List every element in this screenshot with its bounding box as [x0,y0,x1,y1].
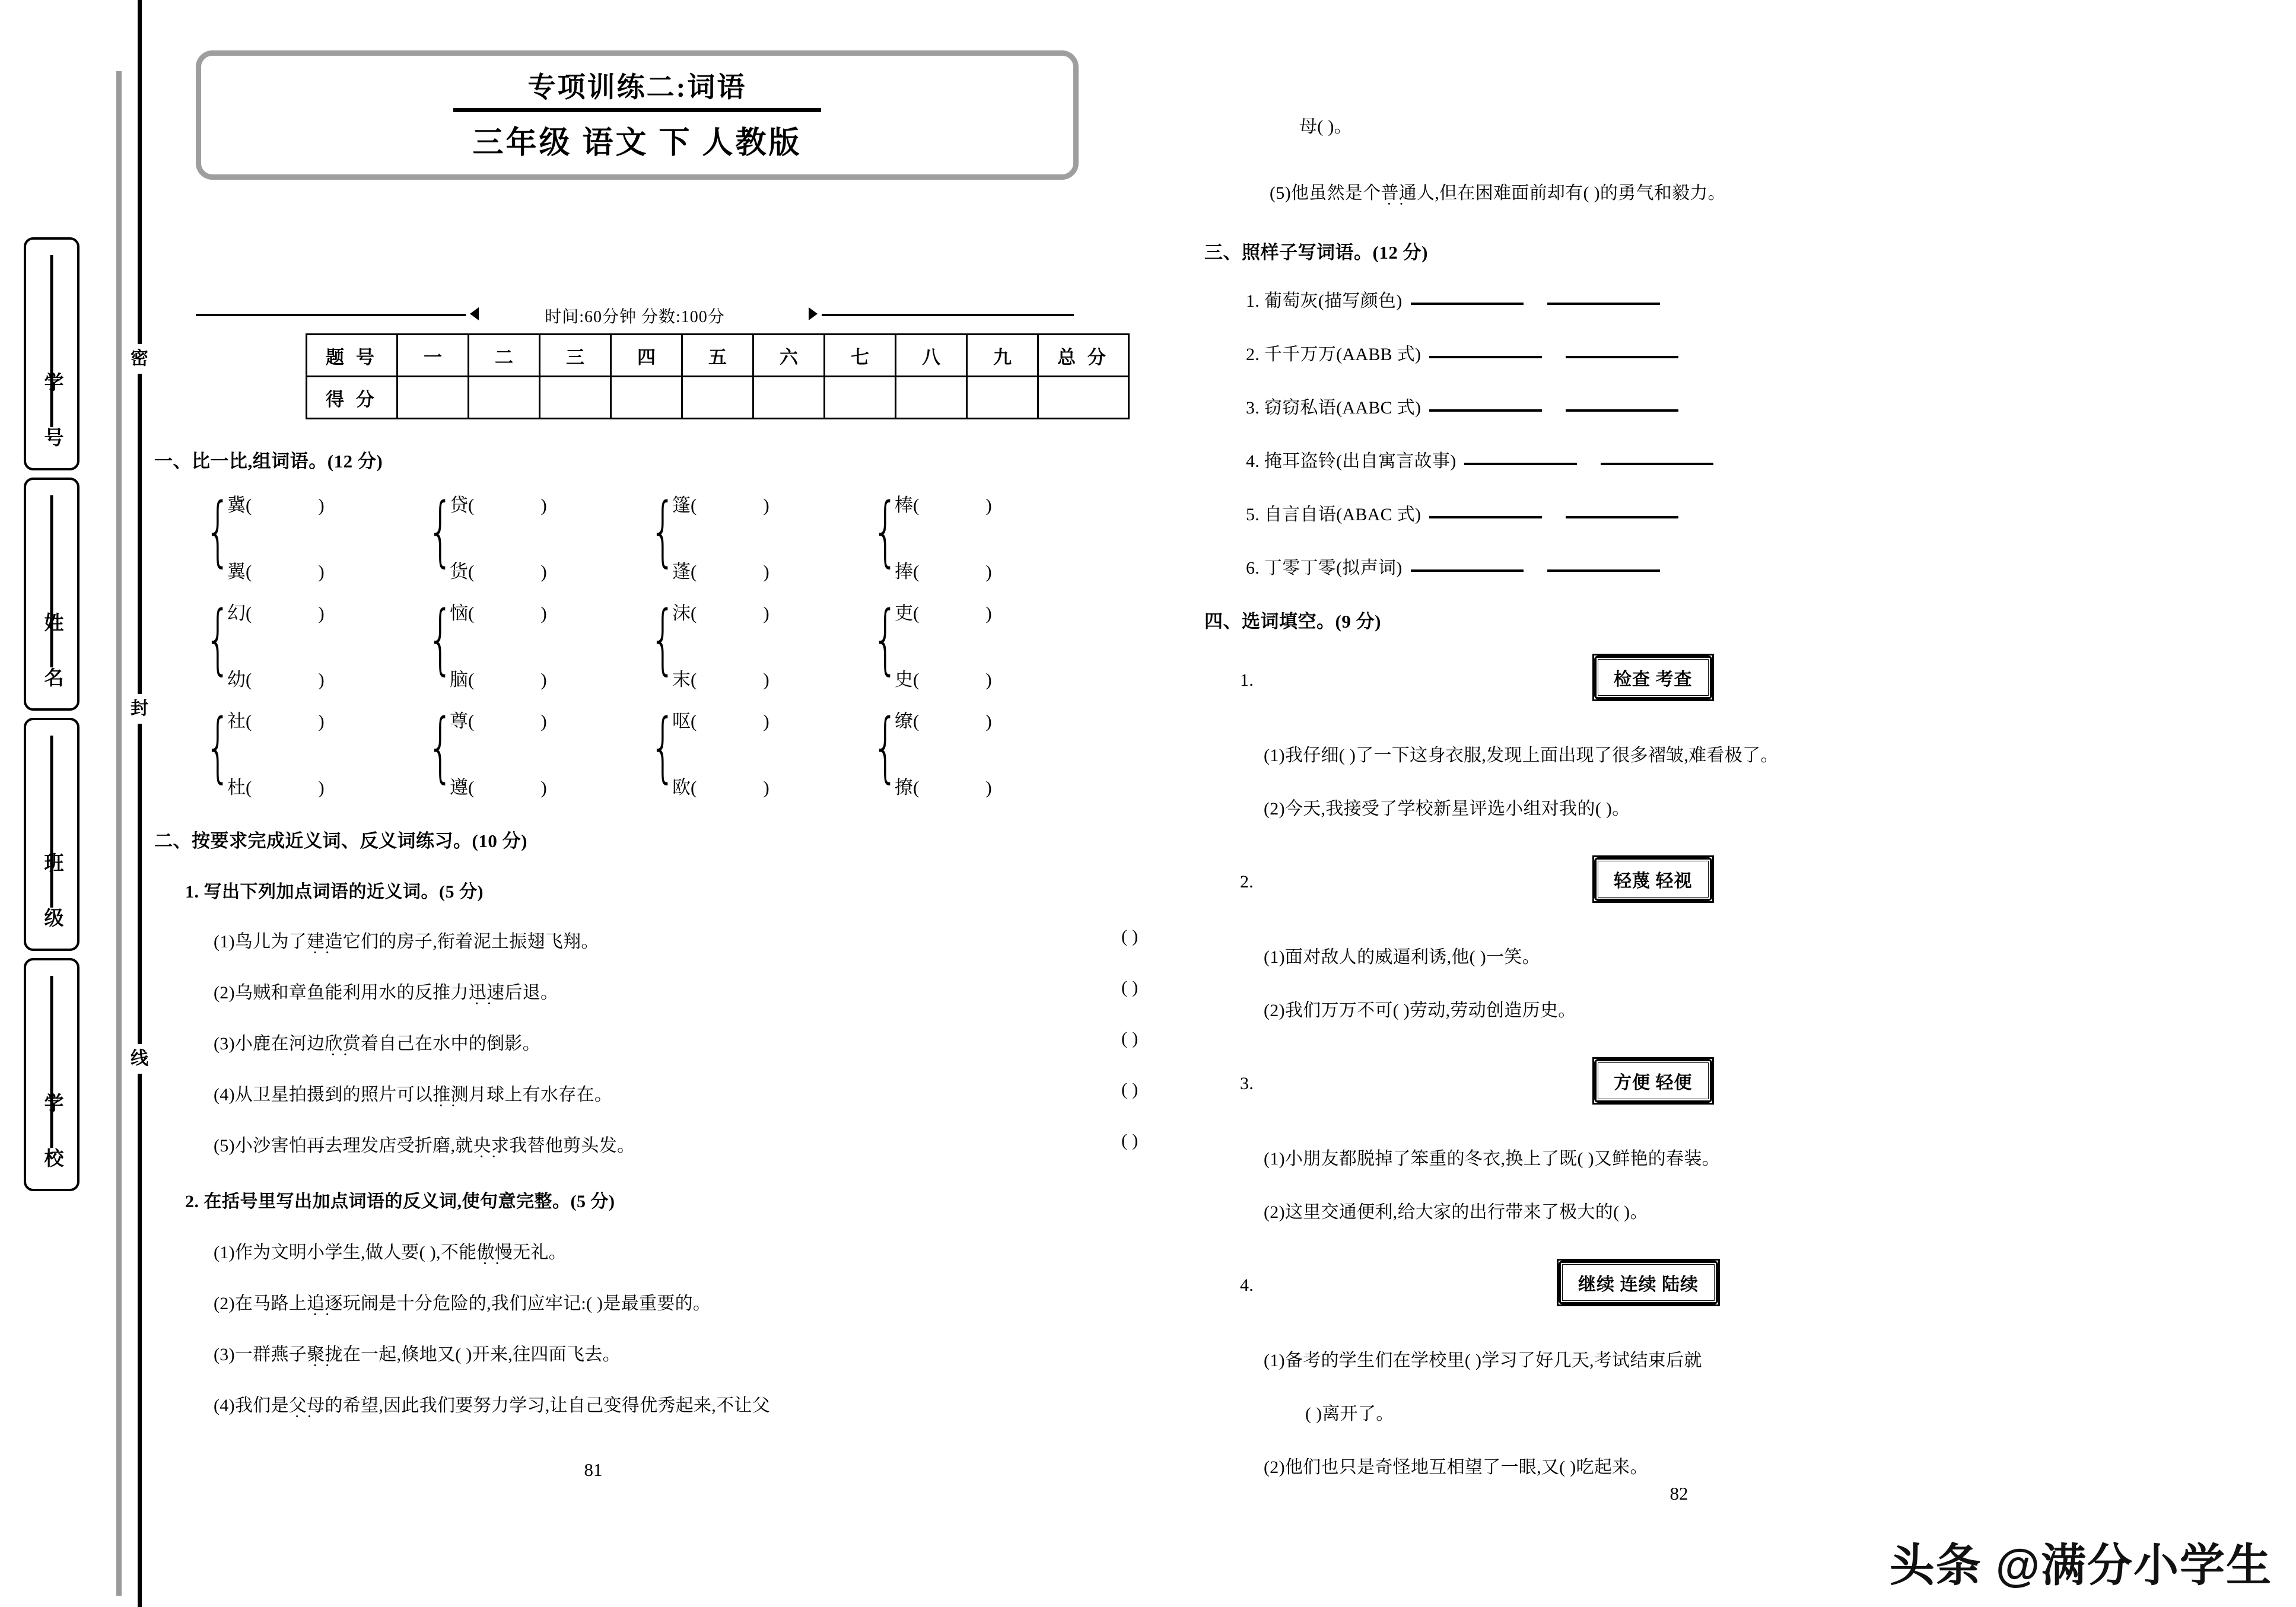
brace-icon: { [872,703,899,791]
brace-icon: { [427,595,454,683]
question-4-1-1[interactable]: (1)我仔细( )了一下这身衣服,发现上面出现了很多褶皱,难看极了。 [1264,746,1779,765]
brace-icon: { [650,595,676,683]
compare-top: 棒( ) [895,495,992,515]
question-2-1-1: (1)鸟儿为了建造 ··它们的房子,衔着泥土振翅飞翔。 ( ) [214,927,599,953]
score-col-8: 八 [896,335,967,377]
emphasis-dots: 迅速 ·· [469,983,505,1003]
question-2-2-5[interactable]: (5)他虽然是个普通 ··人,但在困难面前却有( )的勇气和毅力。 [1270,178,1726,204]
section-3-heading: 三、照样子写词语。(12 分) [1204,242,1428,263]
compare-top: 冀( ) [227,495,325,515]
field-label-name: 姓 名 [41,612,63,694]
field-label-school: 学 校 [41,1093,63,1175]
field-label-student-id: 学 号 [41,372,63,454]
group-1-number: 1. [1240,670,1254,690]
field-label-class: 班 级 [41,852,63,934]
score-cell-1[interactable] [397,377,469,419]
section-3-item-4[interactable]: 4. 掩耳盗铃(出自寓言故事) [1246,446,1713,472]
score-cell-7[interactable] [825,377,896,419]
emphasis-dots: 欣赏 ·· [325,1034,361,1054]
compare-group-3 [650,487,887,603]
title-card [196,50,1079,180]
question-2-2-1[interactable]: (1)作为文明小学生,做人要( ),不能傲慢 ··无礼。 [214,1237,567,1264]
brace-icon: { [427,487,454,575]
section-3-item-3[interactable]: 3. 窃窃私语(AABC 式) [1246,393,1678,419]
score-cell-4[interactable] [611,377,682,419]
seal-char-mi: 密 [128,344,151,374]
section-2-sub-2-heading: 2. 在括号里写出加点词语的反义词,使句意完整。(5 分) [185,1192,615,1211]
brace-icon: { [872,595,899,683]
compare-bottom: 货( ) [450,561,547,582]
watermark: 头条 @满分小学生 [1889,1541,2272,1591]
score-cell-2[interactable] [469,377,540,419]
score-cell-3[interactable] [540,377,611,419]
question-4-4-2[interactable]: (2)他们也只是奇怪地互相望了一眼,又( )吃起来。 [1264,1458,1648,1477]
field-box-school[interactable] [24,958,79,1191]
meta-arrow-right-icon [809,307,818,320]
compare-bottom: 末( ) [672,669,769,690]
question-2-1-3: (3)小鹿在河边欣赏 ··着自己在水中的倒影。 ( ) [214,1029,540,1055]
meta-arrow-left-icon [470,307,479,320]
page-number-left: 81 [584,1459,603,1480]
compare-group-12 [872,703,1109,819]
score-col-3: 三 [540,335,611,377]
page-subtitle: 三年级 语文 下 人教版 [472,126,802,160]
score-header-label: 题 号 [307,335,397,377]
compare-group-11 [650,703,887,819]
brace-icon: { [650,703,676,791]
emphasis-dots: 央求 ·· [473,1136,510,1156]
brace-icon: { [650,487,676,575]
score-col-9: 九 [967,335,1038,377]
brace-icon: { [872,487,899,575]
section-4-heading: 四、选词填空。(9 分) [1204,611,1381,632]
field-box-class[interactable] [24,718,79,951]
section-1-heading: 一、比一比,组词语。(12 分) [154,451,383,472]
compare-top: 沫( ) [672,603,769,623]
score-cell-8[interactable] [896,377,967,419]
binding-sidebar [0,0,148,1607]
compare-group-2 [427,487,664,603]
emphasis-dots: 聚拢 ·· [307,1345,343,1364]
word-bank-1: 检查 考查 [1596,657,1710,698]
compare-group-7 [650,595,887,711]
score-cell-6[interactable] [753,377,825,419]
answer-blank[interactable]: ( ) [1121,1131,1139,1150]
question-4-3-2[interactable]: (2)这里交通便利,给大家的出行带来了极大的( )。 [1264,1202,1648,1222]
field-box-student-id[interactable] [24,237,79,470]
emphasis-dots: 普通 ·· [1381,183,1417,203]
compare-bottom: 史( ) [895,669,992,690]
group-2-number: 2. [1240,872,1254,892]
answer-blank[interactable]: ( ) [1121,978,1139,997]
brace-icon: { [205,703,231,791]
black-rule [138,0,142,1607]
word-bank-3: 方便 轻便 [1596,1061,1710,1101]
compare-bottom: 杜( ) [227,777,325,798]
compare-group-9 [205,703,442,819]
compare-top: 恼( ) [450,603,547,623]
compare-bottom: 翼( ) [227,561,325,582]
table-row-question-numbers [307,335,1129,377]
compare-top: 尊( ) [450,711,547,731]
brace-icon: { [427,703,454,791]
compare-top: 贷( ) [450,495,547,515]
meta-text: 时间:60分钟 分数:100分 [545,308,725,326]
compare-top: 呕( ) [672,711,769,731]
seal-char-feng: 封 [128,694,151,724]
section-3-item-5[interactable]: 5. 自言自语(ABAC 式) [1246,499,1678,526]
emphasis-dots: 推测 ·· [433,1085,469,1105]
compare-top: 缭( ) [895,711,992,731]
score-col-5: 五 [682,335,753,377]
score-cell-9[interactable] [967,377,1038,419]
compare-group-6 [427,595,664,711]
question-2-1-2: (2)乌贼和章鱼能利用水的反推力迅速 ··后退。 ( ) [214,978,558,1004]
compare-top: 幻( ) [227,603,325,623]
table-row-scores [307,377,1129,419]
question-2-2-4-cont[interactable]: 母( )。 [1299,117,1352,136]
compare-bottom: 脑( ) [450,669,547,690]
word-bank-2: 轻蔑 轻视 [1596,859,1710,899]
compare-top: 篷( ) [672,495,769,515]
gray-rule [116,71,122,1596]
compare-group-8 [872,595,1109,711]
compare-group-10 [427,703,664,819]
score-col-2: 二 [469,335,540,377]
brace-icon: { [205,595,231,683]
question-4-2-1[interactable]: (1)面对敌人的威逼利诱,他( )一笑。 [1264,947,1540,967]
emphasis-dots: 建造 ·· [307,932,343,952]
score-col-6: 六 [753,335,825,377]
section-3-item-2[interactable]: 2. 千千万万(AABB 式) [1246,339,1678,365]
emphasis-dots: 追逐 ·· [307,1294,343,1313]
field-box-name[interactable] [24,478,79,711]
compare-row-3 [154,703,1127,819]
seal-char-xian: 线 [128,1044,151,1074]
score-cell-total[interactable] [1038,377,1129,419]
meta-rule-right [822,314,1074,316]
word-bank-4: 继续 连续 陆续 [1560,1262,1716,1303]
score-row-label: 得 分 [307,377,397,419]
meta-rule-left [196,314,466,316]
score-col-7: 七 [825,335,896,377]
question-2-2-2[interactable]: (2)在马路上追逐 ··玩闹是十分危险的,我们应牢记:( )是最重要的。 [214,1288,711,1315]
compare-bottom: 幼( ) [227,669,325,690]
compare-bottom: 遵( ) [450,777,547,798]
page-title: 专项训练二:词语 [527,72,747,103]
section-2-heading: 二、按要求完成近义词、反义词练习。(10 分) [154,830,527,851]
emphasis-dots: 父母 ·· [289,1396,325,1415]
question-4-1-2[interactable]: (2)今天,我接受了学校新星评选小组对我的( )。 [1264,799,1630,819]
compare-bottom: 蓬( ) [672,561,769,582]
compare-group-1 [205,487,442,603]
emphasis-dots: 傲慢 ·· [476,1243,513,1262]
score-table [306,333,1130,419]
exam-meta [196,304,1074,325]
question-4-2-2[interactable]: (2)我们万万不可( )劳动,劳动创造历史。 [1264,1001,1576,1020]
compare-bottom: 撩( ) [895,777,992,798]
score-col-4: 四 [611,335,682,377]
compare-group-4 [872,487,1109,603]
question-2-2-4[interactable]: (4)我们是父母 ··的希望,因此我们要努力学习,让自己变得优秀起来,不让父 [214,1390,770,1417]
score-col-1: 一 [397,335,469,377]
answer-blank[interactable]: ( ) [1121,927,1139,946]
question-4-4-1-cont[interactable]: ( )离开了。 [1305,1404,1394,1424]
score-col-total: 总 分 [1038,335,1129,377]
compare-top: 社( ) [227,711,325,731]
group-4-number: 4. [1240,1275,1254,1295]
score-cell-5[interactable] [682,377,753,419]
brace-icon: { [205,487,231,575]
answer-blank[interactable]: ( ) [1121,1029,1139,1048]
compare-row-1 [154,487,1127,603]
compare-row-2 [154,595,1127,711]
question-2-1-4: (4)从卫星拍摄到的照片可以推测 ··月球上有水存在。 ( ) [214,1080,612,1106]
page-number-right: 82 [1669,1483,1688,1504]
group-3-number: 3. [1240,1074,1254,1093]
question-2-1-5: (5)小沙害怕再去理发店受折磨,就央求 ··我替他剪头发。 ( ) [214,1131,635,1157]
compare-bottom: 捧( ) [895,561,992,582]
title-divider [453,108,821,112]
question-2-2-3[interactable]: (3)一群燕子聚拢 ··在一起,倏地又( )开来,往四面飞去。 [214,1339,621,1366]
question-4-4-1[interactable]: (1)备考的学生们在学校里( )学习了好几天,考试结束后就 [1264,1351,1702,1370]
section-2-sub-1-heading: 1. 写出下列加点词语的近义词。(5 分) [185,882,484,902]
section-3-item-6[interactable]: 6. 丁零丁零(拟声词) [1246,553,1660,579]
compare-top: 吏( ) [895,603,992,623]
compare-bottom: 欧( ) [672,777,769,798]
compare-group-5 [205,595,442,711]
question-4-3-1[interactable]: (1)小朋友都脱掉了笨重的冬衣,换上了既( )又鲜艳的春装。 [1264,1149,1720,1169]
section-3-item-1[interactable]: 1. 葡萄灰(描写颜色) [1246,286,1660,312]
answer-blank[interactable]: ( ) [1121,1080,1139,1099]
